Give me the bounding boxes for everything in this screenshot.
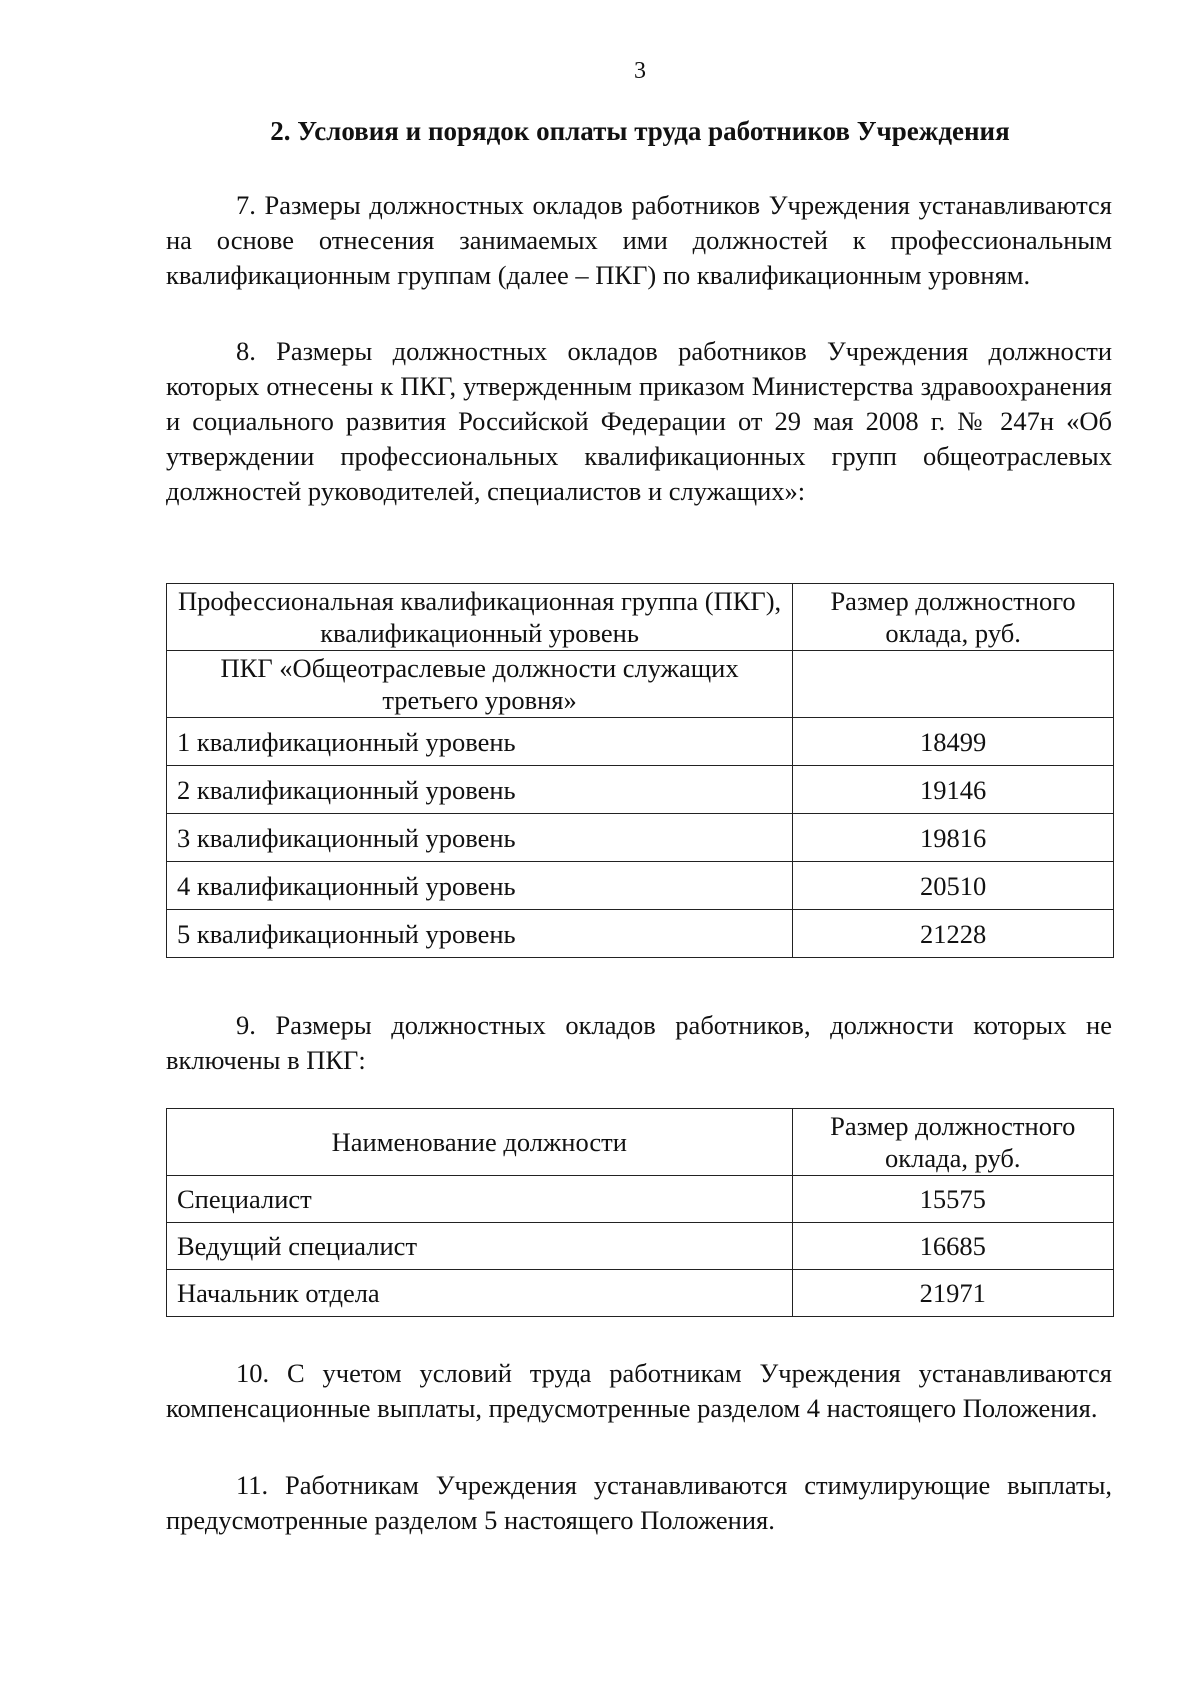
pkg-group-name: ПКГ «Общеотраслевые должности служащих третьего уровня» xyxy=(167,651,793,718)
table-row xyxy=(167,1176,1114,1223)
pkg-group-salary-empty xyxy=(793,651,1114,718)
header-qualification-group: Профессиональная квалификационная группа (ПКГ), квалификационный уровень xyxy=(167,584,793,651)
table-row xyxy=(167,1223,1114,1270)
table-row xyxy=(167,766,1114,814)
header-position-name: Наименование должности xyxy=(167,1109,793,1176)
level-salary: 19146 xyxy=(793,766,1114,814)
level-salary: 18499 xyxy=(793,718,1114,766)
table-row xyxy=(167,910,1114,958)
position-salary: 16685 xyxy=(792,1223,1113,1270)
paragraph-7: 7. Размеры должностных окладов работников Учреждения устанавливаются на основе отнесения занимаемых ими должностей к профессиональным квалификационным группам (далее – ПКГ) по квалификационным уровням. xyxy=(166,190,1112,290)
header-salary: Размер должностного оклада, руб. xyxy=(792,1109,1113,1176)
position-name: Начальник отдела xyxy=(167,1270,793,1317)
paragraph-9: 9. Размеры должностных окладов работников, должности которых не включены в ПКГ: xyxy=(166,1010,1112,1075)
table-header-row xyxy=(167,1109,1114,1176)
position-salary: 21971 xyxy=(792,1270,1113,1317)
table-group-row xyxy=(167,651,1114,718)
level-salary: 19816 xyxy=(793,814,1114,862)
level-salary: 20510 xyxy=(793,862,1114,910)
paragraph-10: 10. С учетом условий труда работникам Учреждения устанавливаются компенсационные выплаты, предусмотренные разделом 4 настоящего Положения. xyxy=(166,1358,1112,1423)
table-row xyxy=(167,1270,1114,1317)
paragraph-11: 11. Работникам Учреждения устанавливаются стимулирующие выплаты, предусмотренные разделом 5 настоящего Положения. xyxy=(166,1470,1112,1535)
paragraph-8: 8. Размеры должностных окладов работников Учреждения должности которых отнесены к ПКГ, утвержденным приказом Министерства здравоохранения и социального развития Российской Федерации от 29 мая 2008 г. № 247н «Об утверждении профессиональных квалификационных групп общеотраслевых должностей руководителей, специалистов и служащих»: xyxy=(166,336,1112,506)
level-name: 3 квалификационный уровень xyxy=(167,814,793,862)
position-name: Ведущий специалист xyxy=(167,1223,793,1270)
section-title: 2. Условия и порядок оплаты труда работников Учреждения xyxy=(270,116,1010,146)
table-header-row xyxy=(167,584,1114,651)
table-row xyxy=(167,862,1114,910)
pkg-salary-table xyxy=(166,583,1114,958)
level-name: 1 квалификационный уровень xyxy=(167,718,793,766)
position-salary: 15575 xyxy=(792,1176,1113,1223)
position-name: Специалист xyxy=(167,1176,793,1223)
header-salary: Размер должностного оклада, руб. xyxy=(793,584,1114,651)
level-salary: 21228 xyxy=(793,910,1114,958)
table-row xyxy=(167,814,1114,862)
level-name: 2 квалификационный уровень xyxy=(167,766,793,814)
page-number: 3 xyxy=(634,58,646,84)
level-name: 4 квалификационный уровень xyxy=(167,862,793,910)
level-name: 5 квалификационный уровень xyxy=(167,910,793,958)
non-pkg-salary-table xyxy=(166,1108,1114,1317)
table-row xyxy=(167,718,1114,766)
